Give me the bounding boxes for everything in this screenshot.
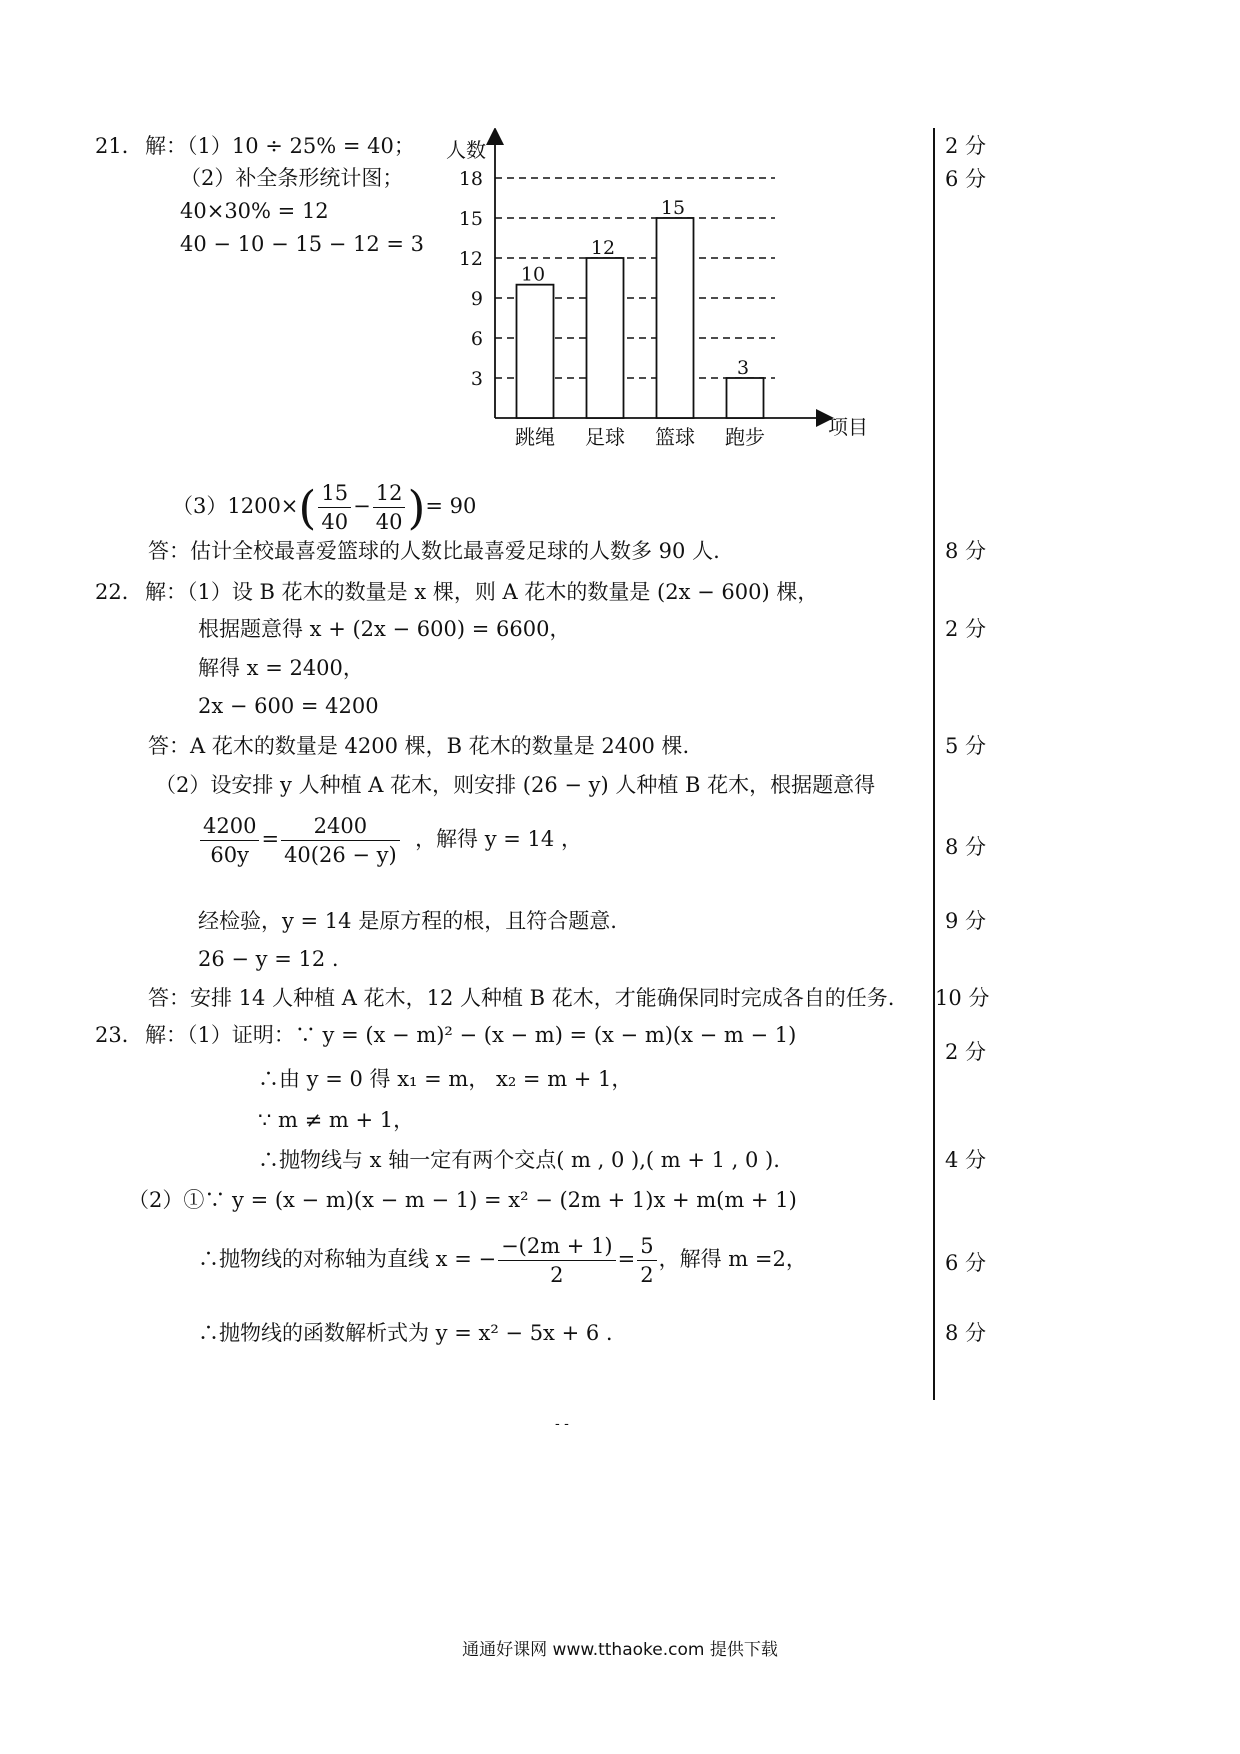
score-23-4: 8 分 (945, 1321, 987, 1345)
q21-line-1: 解：（1）10 ÷ 25% = 40； (145, 134, 415, 158)
category-label-1: 足球 (585, 425, 625, 449)
q21-frac2-den: 40 (375, 510, 403, 534)
ytick-label-3: 12 (458, 248, 483, 270)
q22-answer-1: 答：A 花木的数量是 4200 棵，B 花木的数量是 2400 棵. (148, 734, 690, 758)
ytick-label-5: 18 (458, 168, 483, 190)
bar-3 (727, 378, 764, 418)
bar-value-label-1: 12 (590, 237, 616, 259)
bar-value-label-0: 10 (520, 263, 546, 286)
q23-line-1b: ∴由 y = 0 得 x₁ = m， x₂ = m + 1， (258, 1067, 633, 1091)
q22-line-1b: 根据题意得 x + (2x − 600) = 6600， (198, 617, 571, 641)
q21-number: 21． (95, 134, 143, 158)
q21-l5-prefix: （3）1200× (172, 494, 299, 518)
q22-eq-sign: = (261, 827, 280, 851)
q21-l5-result: = 90 (425, 494, 477, 518)
q21-line-4: 40 − 10 − 15 − 12 = 3 (180, 232, 425, 256)
q22-line-1c: 解得 x = 2400， (198, 656, 364, 680)
q21-frac1-den: 40 (321, 510, 349, 534)
q23-axis-prefix: ∴抛物线的对称轴为直线 x = − (198, 1247, 497, 1271)
q23-line-1a: 解：（1）证明：∵ y = (x − m)² − (x − m) = (x − m)(x − m − 1) (145, 1023, 797, 1047)
q22-equation (198, 812, 582, 869)
q23-line-1d: ∴抛物线与 x 轴一定有两个交点( m , 0 ),( m + 1 , 0 ). (258, 1148, 780, 1172)
q22-eq-solution: ，解得 y = 14 ， (415, 827, 582, 851)
bar-chart (440, 128, 880, 458)
ytick-label-2: 9 (470, 288, 483, 310)
q21-answer: 答：估计全校最喜爱篮球的人数比最喜爱足球的人数多 90 人. (148, 539, 720, 563)
q21-line-2: （2）补全条形统计图； (180, 166, 404, 190)
q22-frac2-num: 2400 (281, 812, 400, 841)
score-22-3: 8 分 (945, 835, 987, 859)
x-axis-label: 项目 (828, 415, 868, 439)
score-23-2: 4 分 (945, 1148, 987, 1172)
q22-line-1a: 解：（1）设 B 花木的数量是 x 棵，则 A 花木的数量是 (2x − 600) 棵， (145, 580, 819, 604)
ytick-label-1: 6 (470, 328, 483, 350)
q23-number: 23． (95, 1023, 143, 1047)
q23-frac1-den: 2 (550, 1263, 564, 1287)
q21-frac1-num: 15 (318, 479, 351, 508)
q23-eq-sign: = (617, 1247, 636, 1271)
bar-1 (587, 258, 624, 418)
score-22-4: 9 分 (945, 909, 987, 933)
q22-number: 22． (95, 580, 143, 604)
q23-frac1-num: −(2m + 1) (498, 1232, 616, 1261)
q23-frac2-num: 5 (637, 1232, 656, 1261)
q22-line-2c: 经检验，y = 14 是原方程的根，且符合题意. (198, 909, 617, 933)
q22-frac1-num: 4200 (200, 812, 259, 841)
q23-line-2c: ∴抛物线的函数解析式为 y = x² − 5x + 6 . (198, 1321, 613, 1345)
footer-source: 通通好课网 www.tthaoke.com 提供下载 (462, 1640, 778, 1660)
q23-axis-solution: ，解得 m =2， (658, 1247, 807, 1271)
score-21-2: 6 分 (945, 167, 987, 191)
q22-line-2d: 26 − y = 12 . (198, 947, 339, 971)
score-22-2: 5 分 (945, 734, 987, 758)
q22-frac1-den: 60y (210, 843, 250, 867)
category-label-2: 篮球 (655, 425, 695, 449)
bar-value-label-3: 3 (736, 357, 750, 379)
q23-line-2a: （2）①∵ y = (x − m)(x − m − 1) = x² − (2m + 1)x + m(m + 1) (128, 1188, 797, 1212)
q22-line-2a: （2）设安排 y 人种植 A 花木，则安排 (26 − y) 人种植 B 花木，根据题意得 (155, 773, 876, 797)
score-column-divider (933, 128, 935, 1400)
score-23-3: 6 分 (945, 1251, 987, 1275)
q21-line-5: （3）1200×( $\frac{15}{40}$ − $\frac{12}{40}$ )= 90 (172, 480, 477, 535)
q22-line-1d: 2x − 600 = 4200 (198, 694, 379, 718)
score-21-3: 8 分 (945, 539, 987, 563)
q21-frac2-num: 12 (373, 479, 406, 508)
q23-frac2-den: 2 (640, 1263, 654, 1287)
score-22-5: 10 分 (935, 986, 990, 1010)
q21-line-3: 40×30% = 12 (180, 199, 329, 223)
bar-value-label-2: 15 (660, 197, 686, 219)
bar-2 (657, 218, 694, 418)
q22-frac2-den: 40(26 − y) (284, 843, 397, 867)
q23-line-2b (198, 1232, 807, 1289)
score-22-1: 2 分 (945, 617, 987, 641)
category-label-0: 跳绳 (515, 425, 555, 449)
ytick-label-4: 15 (458, 208, 483, 230)
bar-0 (517, 285, 554, 418)
score-23-1: 2 分 (945, 1040, 987, 1064)
q22-answer-2: 答：安排 14 人种植 A 花木，12 人种植 B 花木，才能确保同时完成各自的任务. (148, 986, 895, 1010)
category-label-3: 跑步 (725, 425, 765, 449)
score-21-1: 2 分 (945, 134, 987, 158)
q23-line-1c: ∵ m ≠ m + 1， (258, 1108, 415, 1132)
page-mark: - - (555, 1416, 569, 1432)
y-axis-label: 人数 (446, 138, 486, 162)
ytick-label-0: 3 (470, 368, 483, 390)
